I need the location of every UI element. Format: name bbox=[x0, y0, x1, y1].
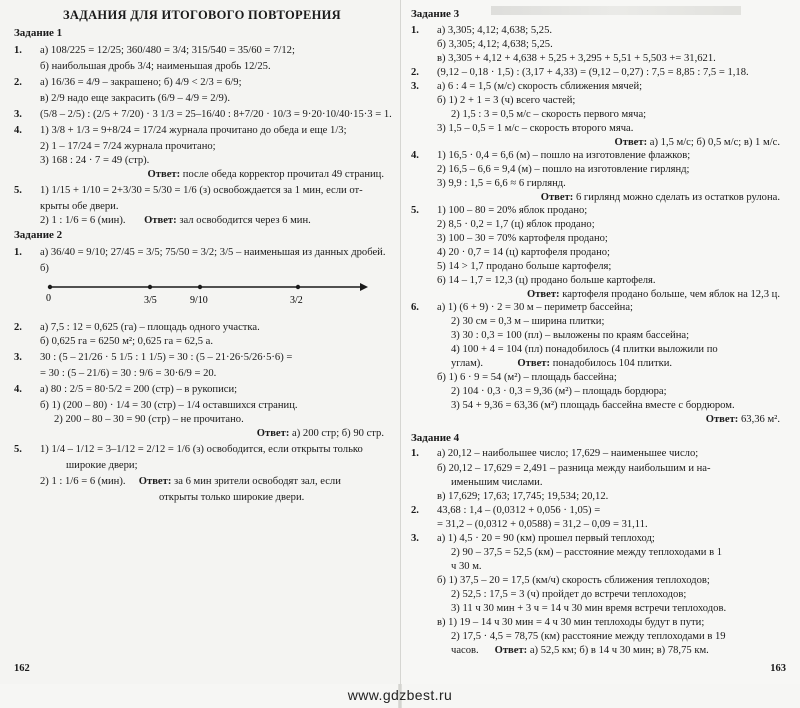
task-2-item-4b: б) 1) (200 – 80) · 1/4 = 30 (стр) – 1/4 оставшихся страниц. bbox=[40, 399, 298, 411]
number-line-label-3-2: 3/2 bbox=[290, 294, 303, 306]
task-2-item-4: 4. а) 80 : 2/5 = 80·5/2 = 200 (стр) – в рукописи; bbox=[14, 383, 238, 395]
number-line bbox=[40, 277, 390, 317]
watermark-site: www.gdzbest.ru bbox=[347, 687, 453, 703]
task-3-item-5b: 2) 8,5 · 0,2 = 1,7 (ц) яблок продано; bbox=[437, 218, 595, 230]
left-page bbox=[0, 0, 400, 684]
page-number-right: 163 bbox=[770, 663, 786, 675]
task-4-item-3f: 3) 11 ч 30 мин + 3 ч = 14 ч 30 мин время встречи теплоходов. bbox=[451, 602, 727, 614]
task-3-item-6-answer: Ответ: 63,36 м². bbox=[705, 413, 780, 425]
task-4-item-1b: б) 20,12 – 17,629 = 2,491 – разница между наибольшим и на- bbox=[437, 462, 711, 474]
task-2-item-5c: 2) 1 : 1/6 = 6 (мин). Ответ: за 6 мин зрители освободят зал, если bbox=[40, 475, 341, 487]
task-1-item-2v: в) 2/9 надо еще закрасить (6/9 – 4/9 = 2/9). bbox=[40, 92, 230, 104]
task-2-item-2: 2. а) 7,5 : 12 = 0,625 (га) – площадь одного участка. bbox=[14, 321, 260, 333]
task-1-title: Задание 1 bbox=[14, 27, 63, 40]
task-4-item-3b: 2) 90 – 37,5 = 52,5 (км) – расстояние между теплоходами в 1 bbox=[451, 546, 723, 558]
task-3-item-4-answer: Ответ: 6 гирлянд можно сделать из остатков рулона. bbox=[540, 191, 780, 203]
task-2-item-2b: б) 0,625 га = 6250 м²; 0,625 га = 62,5 а. bbox=[40, 335, 214, 347]
task-3-item-6h: 3) 54 + 9,36 = 63,36 (м²) площадь бассейна вместе с бордюром. bbox=[451, 399, 735, 411]
task-3-item-3c: 2) 1,5 : 3 = 0,5 м/с – скорость первого мяча; bbox=[451, 108, 647, 120]
task-3-title: Задание 3 bbox=[411, 8, 460, 20]
blurred-running-head bbox=[491, 6, 741, 15]
task-3-item-6d: 4) 100 + 4 = 104 (пл) понадобилось (4 плитки выложили по bbox=[451, 343, 718, 355]
number-line-label-9-10: 9/10 bbox=[190, 294, 208, 306]
task-4-item-3c: ч 30 м. bbox=[451, 560, 482, 572]
task-1-item-2: 2. а) 16/36 = 4/9 – закрашено; б) 4/9 < 2/3 = 6/9; bbox=[14, 76, 242, 88]
right-page bbox=[400, 0, 800, 684]
task-2-item-3b: = 30 : (5 – 21/6) = 30 : 9/6 = 30·6/9 = 20. bbox=[40, 367, 217, 379]
task-4-item-2: 2. 43,68 : 1,4 – (0,0312 + 0,056 · 1,05) = bbox=[411, 504, 601, 516]
task-3-item-3-answer: Ответ: а) 1,5 м/с; б) 0,5 м/с; в) 1 м/с. bbox=[614, 136, 780, 148]
task-1-item-4c: 3) 168 : 24 · 7 = 49 (стр). bbox=[40, 155, 150, 166]
task-4-item-3g: в) 1) 19 – 14 ч 30 мин = 4 ч 30 мин теплоходы будут в пути; bbox=[437, 616, 705, 628]
task-4-title: Задание 4 bbox=[411, 431, 460, 444]
task-2-item-5: 5. 1) 1/4 – 1/12 = 3–1/12 = 2/12 = 1/6 (з) освободится, если открыты только bbox=[14, 443, 363, 455]
task-2-item-5-answer-cont: открыты только широкие двери. bbox=[159, 491, 305, 503]
task-3-item-6: 6. а) 1) (6 + 9) · 2 = 30 м – периметр бассейна; bbox=[411, 301, 633, 313]
task-2-item-4c: 2) 200 – 80 – 30 = 90 (стр) – не прочитано. bbox=[54, 413, 244, 425]
task-3-item-5: 5. 1) 100 – 80 = 20% яблок продано; bbox=[411, 204, 588, 216]
task-2-item-1b: б) bbox=[40, 262, 49, 274]
task-3-item-5d: 4) 20 · 0,7 = 14 (ц) картофеля продано; bbox=[437, 246, 610, 258]
task-4-item-3i: часов. Ответ: а) 52,5 км; б) в 14 ч 30 мин; в) 78,75 км. bbox=[451, 644, 709, 656]
task-2-title: Задание 2 bbox=[14, 229, 63, 242]
task-3-item-1b: б) 3,305; 4,12; 4,638; 5,25. bbox=[437, 38, 553, 50]
task-3-item-5e: 5) 14 > 1,7 продано больше картофеля; bbox=[437, 260, 612, 272]
task-3-item-3d: 3) 1,5 – 0,5 = 1 м/с – скорость второго мяча. bbox=[437, 122, 634, 134]
page-number-left: 162 bbox=[14, 663, 30, 675]
task-1-item-5b: крыты обе двери. bbox=[40, 201, 119, 213]
task-4-item-3h: 2) 17,5 · 4,5 = 78,75 (км) расстояние между теплоходами в 19 bbox=[451, 630, 726, 642]
task-2-item-1: 1. а) 36/40 = 9/10; 27/45 = 3/5; 75/50 = 3/2; 3/5 – наименьшая из данных дробей. bbox=[14, 246, 386, 258]
task-3-item-3: 3. а) 6 : 4 = 1,5 (м/с) скорость сближения мячей; bbox=[411, 80, 643, 92]
task-1-item-4-answer: Ответ: после обеда корректор прочитал 49 страниц. bbox=[147, 169, 384, 181]
task-1-item-4b: 2) 1 – 17/24 = 7/24 журнала прочитано; bbox=[40, 140, 216, 152]
task-3-item-4c: 3) 9,9 : 1,5 = 6,6 ≈ 6 гирлянд. bbox=[437, 177, 566, 189]
task-3-item-6b: 2) 30 см = 0,3 м – ширина плитки; bbox=[451, 315, 605, 327]
task-3-item-4b: 2) 16,5 – 6,6 = 9,4 (м) – пошло на изготовление гирлянд; bbox=[437, 163, 690, 175]
task-3-item-6g: 2) 104 · 0,3 · 0,3 = 9,36 (м²) – площадь бордюра; bbox=[451, 385, 667, 397]
page-heading: ЗАДАНИЯ ДЛЯ ИТОГОВОГО ПОВТОРЕНИЯ bbox=[62, 8, 341, 22]
number-line-graphic bbox=[40, 277, 370, 317]
task-3-item-6c: 3) 30 : 0,3 = 100 (пл) – выложены по краям бассейна; bbox=[451, 329, 690, 341]
task-2-item-5b: широкие двери; bbox=[66, 459, 138, 471]
task-4-item-1c: именьшим числами. bbox=[451, 476, 543, 488]
task-3-item-5c: 3) 100 – 30 = 70% картофеля продано; bbox=[437, 232, 608, 244]
task-1-item-4: 4. 1) 3/8 + 1/3 = 9+8/24 = 17/24 журнала прочитано до обеда и еще 1/3; bbox=[14, 124, 347, 136]
task-3-item-1: 1. а) 3,305; 4,12; 4,638; 5,25. bbox=[411, 24, 553, 36]
number-line-label-3-5: 3/5 bbox=[144, 294, 157, 306]
task-1-item-5: 5. 1) 1/15 + 1/10 = 2+3/30 = 5/30 = 1/6 (з) освобождается за 1 мин, если от- bbox=[14, 185, 363, 197]
task-4-item-3d: б) 1) 37,5 – 20 = 17,5 (км/ч) скорость сближения теплоходов; bbox=[437, 574, 710, 586]
task-2-item-3: 3. 30 : (5 – 21/26 · 5 1/5 : 1 1/5) = 30 : (5 – 21·26·5/26·5·6) = bbox=[14, 351, 293, 363]
task-4-item-1: 1. а) 20,12 – наибольшее число; 17,629 – наименьшее число; bbox=[411, 448, 699, 460]
task-3-item-6e: углам). Ответ: понадобилось 104 плитки. bbox=[451, 357, 673, 369]
number-line-label-0: 0 bbox=[46, 292, 51, 304]
task-4-item-3: 3. а) 1) 4,5 · 20 = 90 (км) прошел первый теплоход; bbox=[411, 532, 655, 544]
task-3-item-3b: б) 1) 2 + 1 = 3 (ч) всего частей; bbox=[437, 94, 576, 106]
task-1-item-1b: б) наибольшая дробь 3/4; наименьшая дробь 12/25. bbox=[40, 60, 271, 72]
task-1-item-1: 1. а) 108/225 = 12/25; 360/480 = 3/4; 315/540 = 35/60 = 7/12; bbox=[14, 44, 295, 56]
task-3-item-1v: в) 3,305 + 4,12 + 4,638 + 5,25 + 3,295 + 5,51 + 5,503 += 31,621. bbox=[437, 52, 716, 64]
task-4-item-1v: в) 17,629; 17,63; 17,745; 19,534; 20,12. bbox=[437, 490, 609, 502]
task-3-item-5-answer: Ответ: картофеля продано больше, чем яблок на 12,3 ц. bbox=[526, 288, 780, 300]
task-4-item-2b: = 31,2 – (0,0312 + 0,0588) = 31,2 – 0,09 = 31,11. bbox=[437, 518, 648, 530]
task-4-item-3e: 2) 52,5 : 17,5 = 3 (ч) пройдет до встречи теплоходов; bbox=[451, 588, 687, 600]
task-2-item-4-answer: Ответ: а) 200 стр; б) 90 стр. bbox=[256, 427, 384, 439]
task-3-item-6f: б) 1) 6 · 9 = 54 (м²) – площадь бассейна; bbox=[437, 371, 617, 383]
task-3-item-5f: 6) 14 – 1,7 = 12,3 (ц) продано больше картофеля. bbox=[437, 274, 656, 286]
task-1-item-3: 3. (5/8 – 2/5) : (2/5 + 7/20) · 3 1/3 = 25–16/40 : 8+7/20 · 10/3 = 9·20·10/40·15·3 = 1. bbox=[14, 108, 392, 120]
task-3-item-4: 4. 1) 16,5 · 0,4 = 6,6 (м) – пошло на изготовление флажков; bbox=[411, 149, 691, 161]
task-1-item-5c: 2) 1 : 1/6 = 6 (мин). Ответ: зал освободится через 6 мин. bbox=[40, 215, 311, 227]
task-3-item-2: 2. (9,12 – 0,18 · 1,5) : (3,17 + 4,33) = (9,12 – 0,27) : 7,5 = 8,85 : 7,5 = 1,18. bbox=[411, 66, 749, 78]
